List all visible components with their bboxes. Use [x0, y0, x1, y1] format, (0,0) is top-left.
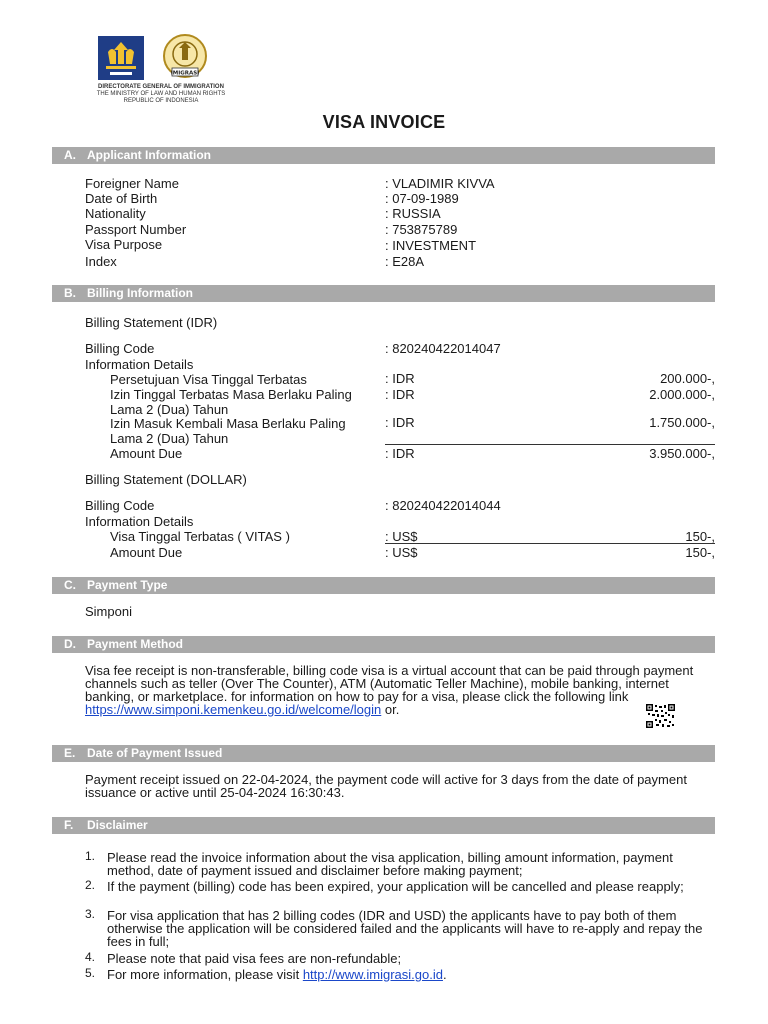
section-letter: E. [64, 746, 76, 760]
billing-statement-heading: Billing Statement (DOLLAR) [85, 472, 247, 487]
billing-item-label: Visa Tinggal Terbatas ( VITAS ) [110, 529, 290, 544]
billing-statement-heading: Billing Statement (IDR) [85, 315, 218, 330]
billing-item-amount: 2.000.000-, [649, 387, 715, 402]
amount-due-currency: : US$ [385, 545, 418, 560]
simponi-login-link[interactable]: https://www.simponi.kemenkeu.go.id/welcome/login [85, 702, 382, 717]
billing-item-currency: : IDR [385, 387, 415, 402]
payment-type-value: Simponi [85, 604, 132, 619]
imigrasi-website-link[interactable]: http://www.imigrasi.go.id [302, 967, 443, 982]
page-title: VISA INVOICE [322, 112, 446, 132]
disclaimer-text: For more information, please visit [107, 967, 300, 982]
disclaimer-suffix: . [442, 967, 447, 982]
billing-code-label: Billing Code [85, 341, 155, 356]
organization-name [86, 84, 236, 105]
amount-due-label: Amount Due [110, 446, 183, 461]
section-letter: D. [64, 637, 76, 651]
disclaimer-item: Please read the invoice information about the visa application, billing amount information, payment method, date of payment issued and disclaimer before making payment; [107, 850, 673, 878]
amount-due-value: 150-, [685, 545, 715, 560]
total-rule [385, 543, 715, 544]
amount-due-label: Amount Due [110, 545, 183, 560]
information-details-label: Information Details [85, 357, 194, 372]
disclaimer-item: If the payment (billing) code has been expired, your application will be cancelled and please reapply; [107, 879, 684, 894]
billing-item-label: Persetujuan Visa Tinggal Terbatas [110, 372, 307, 387]
billing-item-amount: 1.750.000-, [649, 415, 715, 430]
billing-item-label: Izin Masuk Kembali Masa Berlaku Paling Lama 2 (Dua) Tahun [110, 416, 346, 446]
applicant-label: Nationality [85, 206, 146, 221]
payment-method-suffix: or. [381, 702, 400, 717]
ministry-logo-icon [98, 36, 144, 80]
qr-code-icon[interactable] [646, 704, 675, 728]
applicant-label: Index [85, 254, 117, 269]
billing-item-label: Izin Tinggal Terbatas Masa Berlaku Paling Lama 2 (Dua) Tahun [110, 387, 352, 417]
applicant-value: : RUSSIA [385, 206, 441, 221]
payment-issued-text: Payment receipt issued on 22-04-2024, the payment code will active for 3 days from the date of payment issuance or active until 25-04-2024 16:30:43. [85, 772, 687, 800]
applicant-label: Date of Birth [85, 191, 158, 206]
applicant-value: : 07-09-1989 [385, 191, 459, 206]
disclaimer-number: 1. [85, 849, 96, 863]
section-label: Date of Payment Issued [87, 746, 223, 760]
section-letter: B. [64, 286, 76, 300]
disclaimer-item: Please note that paid visa fees are non-refundable; [107, 951, 402, 966]
section-letter: C. [64, 578, 76, 592]
applicant-label: Visa Purpose [85, 237, 163, 252]
section-letter: F. [64, 818, 74, 832]
section-header-billing [52, 285, 715, 302]
applicant-value: : INVESTMENT [385, 238, 477, 253]
section-label: Billing Information [87, 286, 193, 300]
org-line-3: REPUBLIC OF INDONESIA [123, 98, 199, 104]
applicant-label: Passport Number [85, 222, 187, 237]
section-header-payment-method [52, 636, 715, 653]
org-line-2: THE MINISTRY OF LAW AND HUMAN RIGHTS [96, 91, 226, 97]
payment-method-paragraph [85, 664, 717, 716]
disclaimer-number: 5. [85, 966, 96, 980]
disclaimer-item: For visa application that has 2 billing codes (IDR and USD) the applicants have to pay both of them otherwise the application will be considered failed and the applicants will have to re-apply and repay the fees in full; [107, 908, 703, 949]
billing-item-currency: : IDR [385, 371, 415, 386]
applicant-value: : 753875789 [385, 222, 458, 237]
billing-code-value: : 820240422014047 [385, 341, 501, 356]
payment-method-text: Visa fee receipt is non-transferable, billing code visa is a virtual account that can be paid through payment channels such as teller (Over The Counter), ATM (Automatic Teller Machine), mobile banking, internet banking, or marketplace. for information on how to pay for a visa, please click the following link [85, 663, 694, 704]
information-details-label: Information Details [85, 514, 194, 529]
section-label: Disclaimer [87, 818, 148, 832]
seal-text: IMIGRASI [170, 70, 200, 77]
disclaimer-number: 4. [85, 950, 96, 964]
disclaimer-number: 2. [85, 878, 96, 892]
billing-item-amount: 200.000-, [660, 371, 715, 386]
amount-due-currency: : IDR [385, 446, 415, 461]
billing-code-label: Billing Code [85, 498, 155, 513]
total-rule [385, 444, 715, 445]
section-label: Payment Type [87, 578, 168, 592]
applicant-label: Foreigner Name [85, 176, 179, 191]
billing-item-currency: : IDR [385, 415, 415, 430]
amount-due-value: 3.950.000-, [649, 446, 715, 461]
section-label: Applicant Information [87, 148, 211, 162]
org-line-1: DIRECTORATE GENERAL OF IMMIGRATION [98, 84, 224, 90]
applicant-value: : VLADIMIR KIVVA [385, 176, 495, 191]
disclaimer-number: 3. [85, 907, 96, 921]
billing-item-currency: : US$ [385, 529, 418, 544]
immigration-seal-icon [160, 32, 210, 84]
section-header-disclaimer [52, 817, 715, 834]
section-letter: A. [64, 148, 76, 162]
applicant-value: : E28A [385, 254, 425, 269]
section-header-payment-type [52, 577, 715, 594]
billing-item-amount: 150-, [685, 529, 715, 544]
billing-code-value: : 820240422014044 [385, 498, 501, 513]
section-header-applicant [52, 147, 715, 164]
disclaimer-item [107, 968, 715, 981]
section-label: Payment Method [87, 637, 184, 651]
section-header-payment-issued [52, 745, 715, 762]
